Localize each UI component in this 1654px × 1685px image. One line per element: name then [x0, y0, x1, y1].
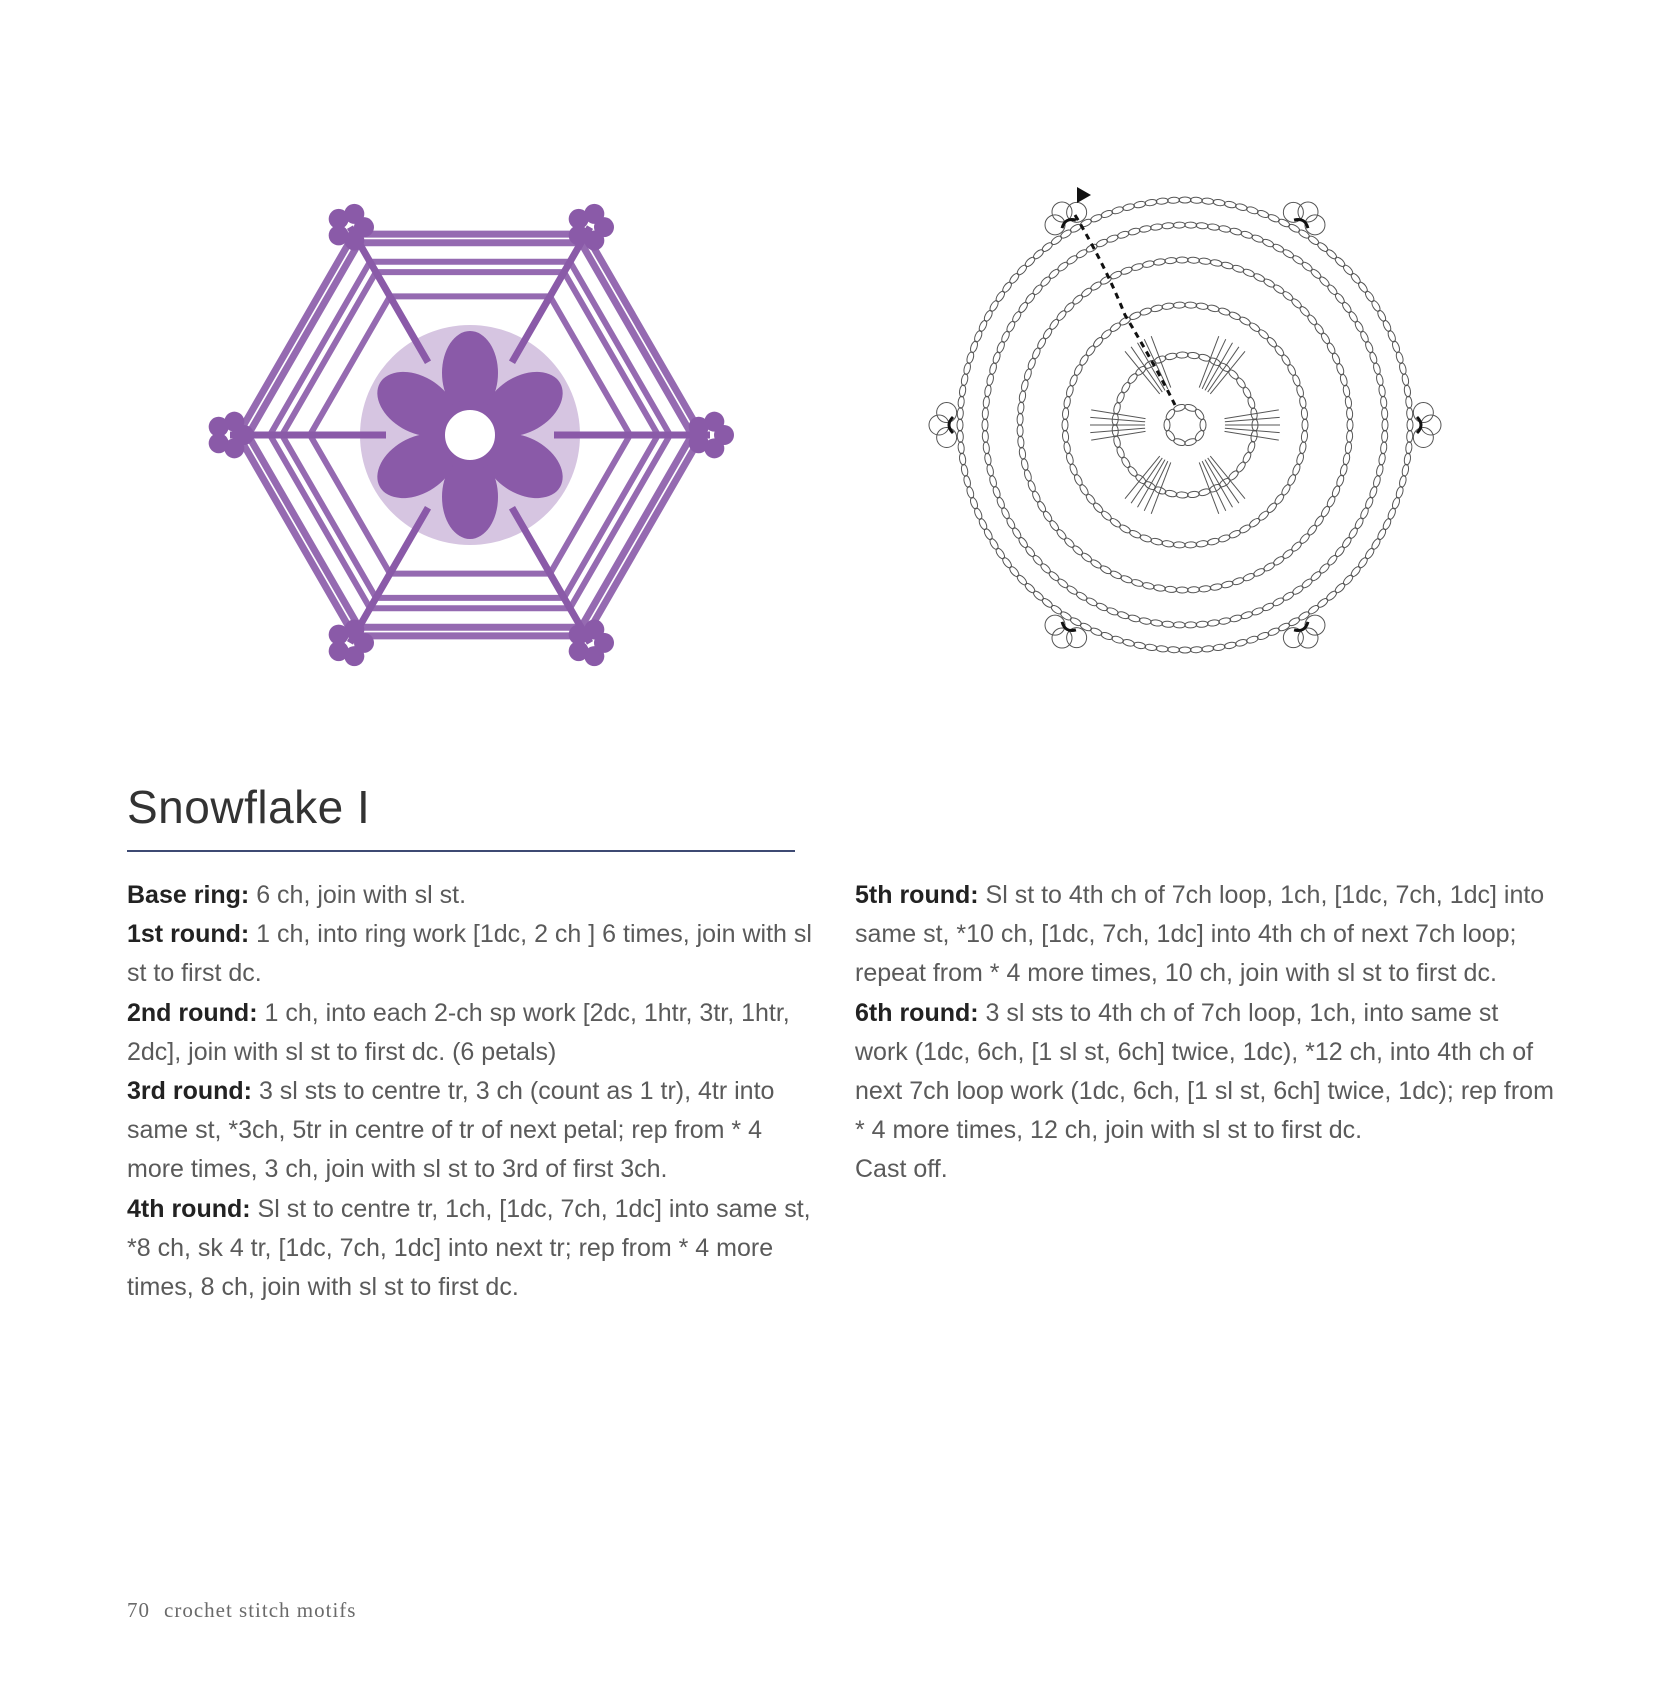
page-number: 70 — [127, 1598, 150, 1622]
motif-photo — [180, 170, 760, 700]
instruction-cast-off: Cast off. — [855, 1155, 948, 1184]
instruction-round-2: 2nd round: 1 ch, into each 2-ch sp work [2dc, 1htr, 3tr, 1htr, 2dc], join with sl st to first dc. (6 petals) — [127, 998, 790, 1066]
instructions-left-column — [127, 876, 817, 1307]
title-divider — [127, 850, 795, 852]
instruction-round-3: 3rd round: 3 sl sts to centre tr, 3 ch (count as 1 tr), 4tr into same st, *3ch, 5tr in centre of tr of next petal; rep from * 4 more times, 3 ch, join with sl st to 3rd of first 3ch. — [127, 1077, 775, 1184]
instruction-round-5: 5th round: Sl st to 4th ch of 7ch loop, 1ch, [1dc, 7ch, 1dc] into same st, *10 ch, [1dc, 7ch, 1dc] into 4th ch of next 7ch loop; repeat from * 4 more times, 10 ch, join with sl st to first dc. — [855, 881, 1545, 988]
instruction-round-1: 1st round: 1 ch, into ring work [1dc, 2 ch ] 6 times, join with sl st to first dc. — [127, 920, 812, 988]
instructions-right-column — [855, 876, 1555, 1190]
instruction-round-6: 6th round: 3 sl sts to 4th ch of 7ch loop, 1ch, into same st work (1dc, 6ch, [1 sl st, 6ch] twice, 1dc), *12 ch, into 4th ch of next 7ch loop work (1dc, 6ch, [1 sl st, 6ch] twice, 1dc); rep from * 4 more times, 12 ch, join with sl st to first dc. — [855, 998, 1554, 1145]
instruction-round-4: 4th round: Sl st to centre tr, 1ch, [1dc, 7ch, 1dc] into same st, *8 ch, sk 4 tr, [1dc, 7ch, 1dc] into next tr; rep from * 4 more times, 8 ch, join with sl st to first dc. — [127, 1194, 811, 1302]
instruction-base-ring: Base ring: 6 ch, join with sl st. — [127, 881, 467, 909]
stitch-diagram — [915, 180, 1455, 670]
page-title: Snowflake I — [127, 781, 371, 833]
section-name: crochet stitch motifs — [164, 1598, 357, 1622]
page-footer — [127, 1598, 370, 1623]
